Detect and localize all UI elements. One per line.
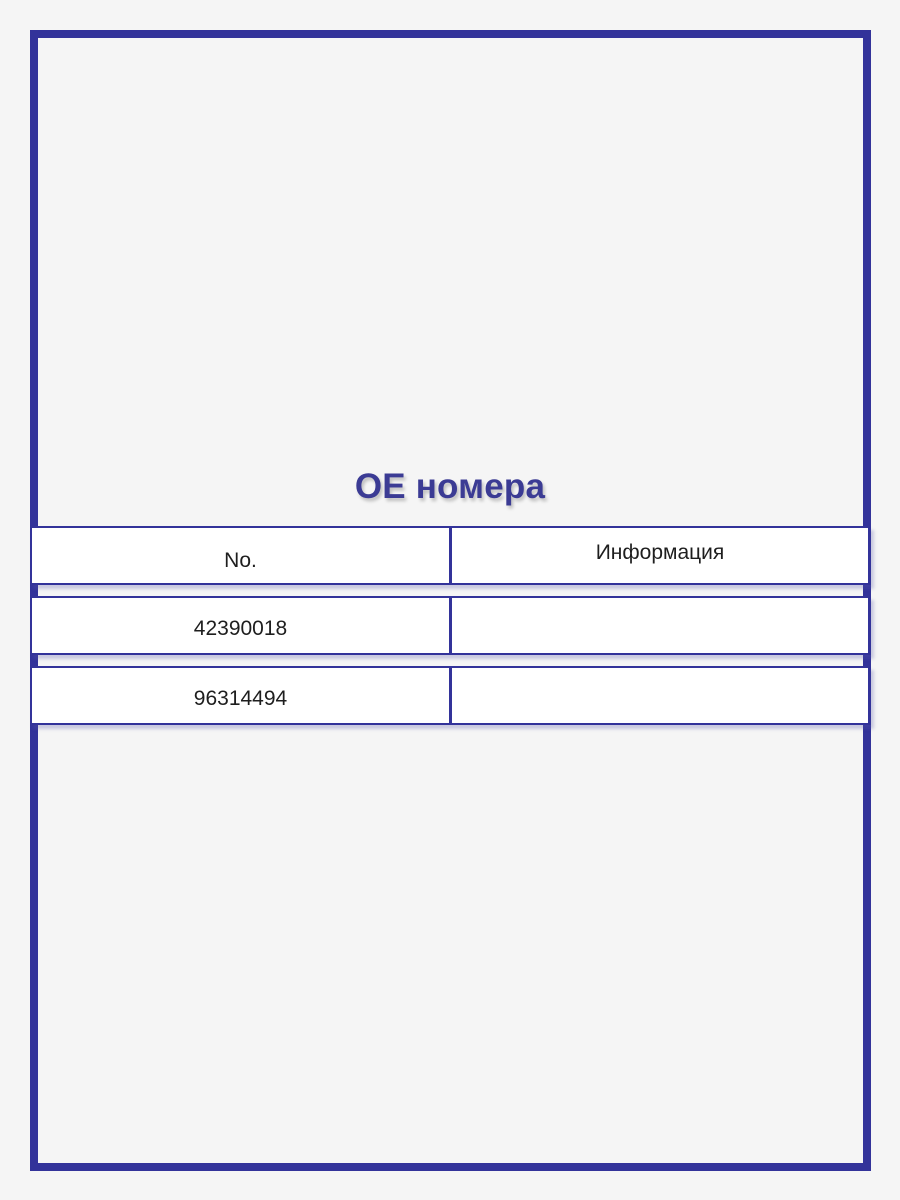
header-cell-info: Информация: [450, 526, 870, 585]
table-cell-number: 42390018: [30, 596, 451, 655]
table-header-row: [30, 526, 871, 585]
table-cell-number: 96314494: [30, 666, 451, 725]
header-cell-no: No.: [30, 526, 451, 585]
table-cell-info: [450, 666, 870, 725]
table-cell-info: [450, 596, 870, 655]
page-title: OE номера: [354, 467, 546, 506]
table-row: [30, 596, 871, 655]
table-row: [30, 666, 871, 725]
